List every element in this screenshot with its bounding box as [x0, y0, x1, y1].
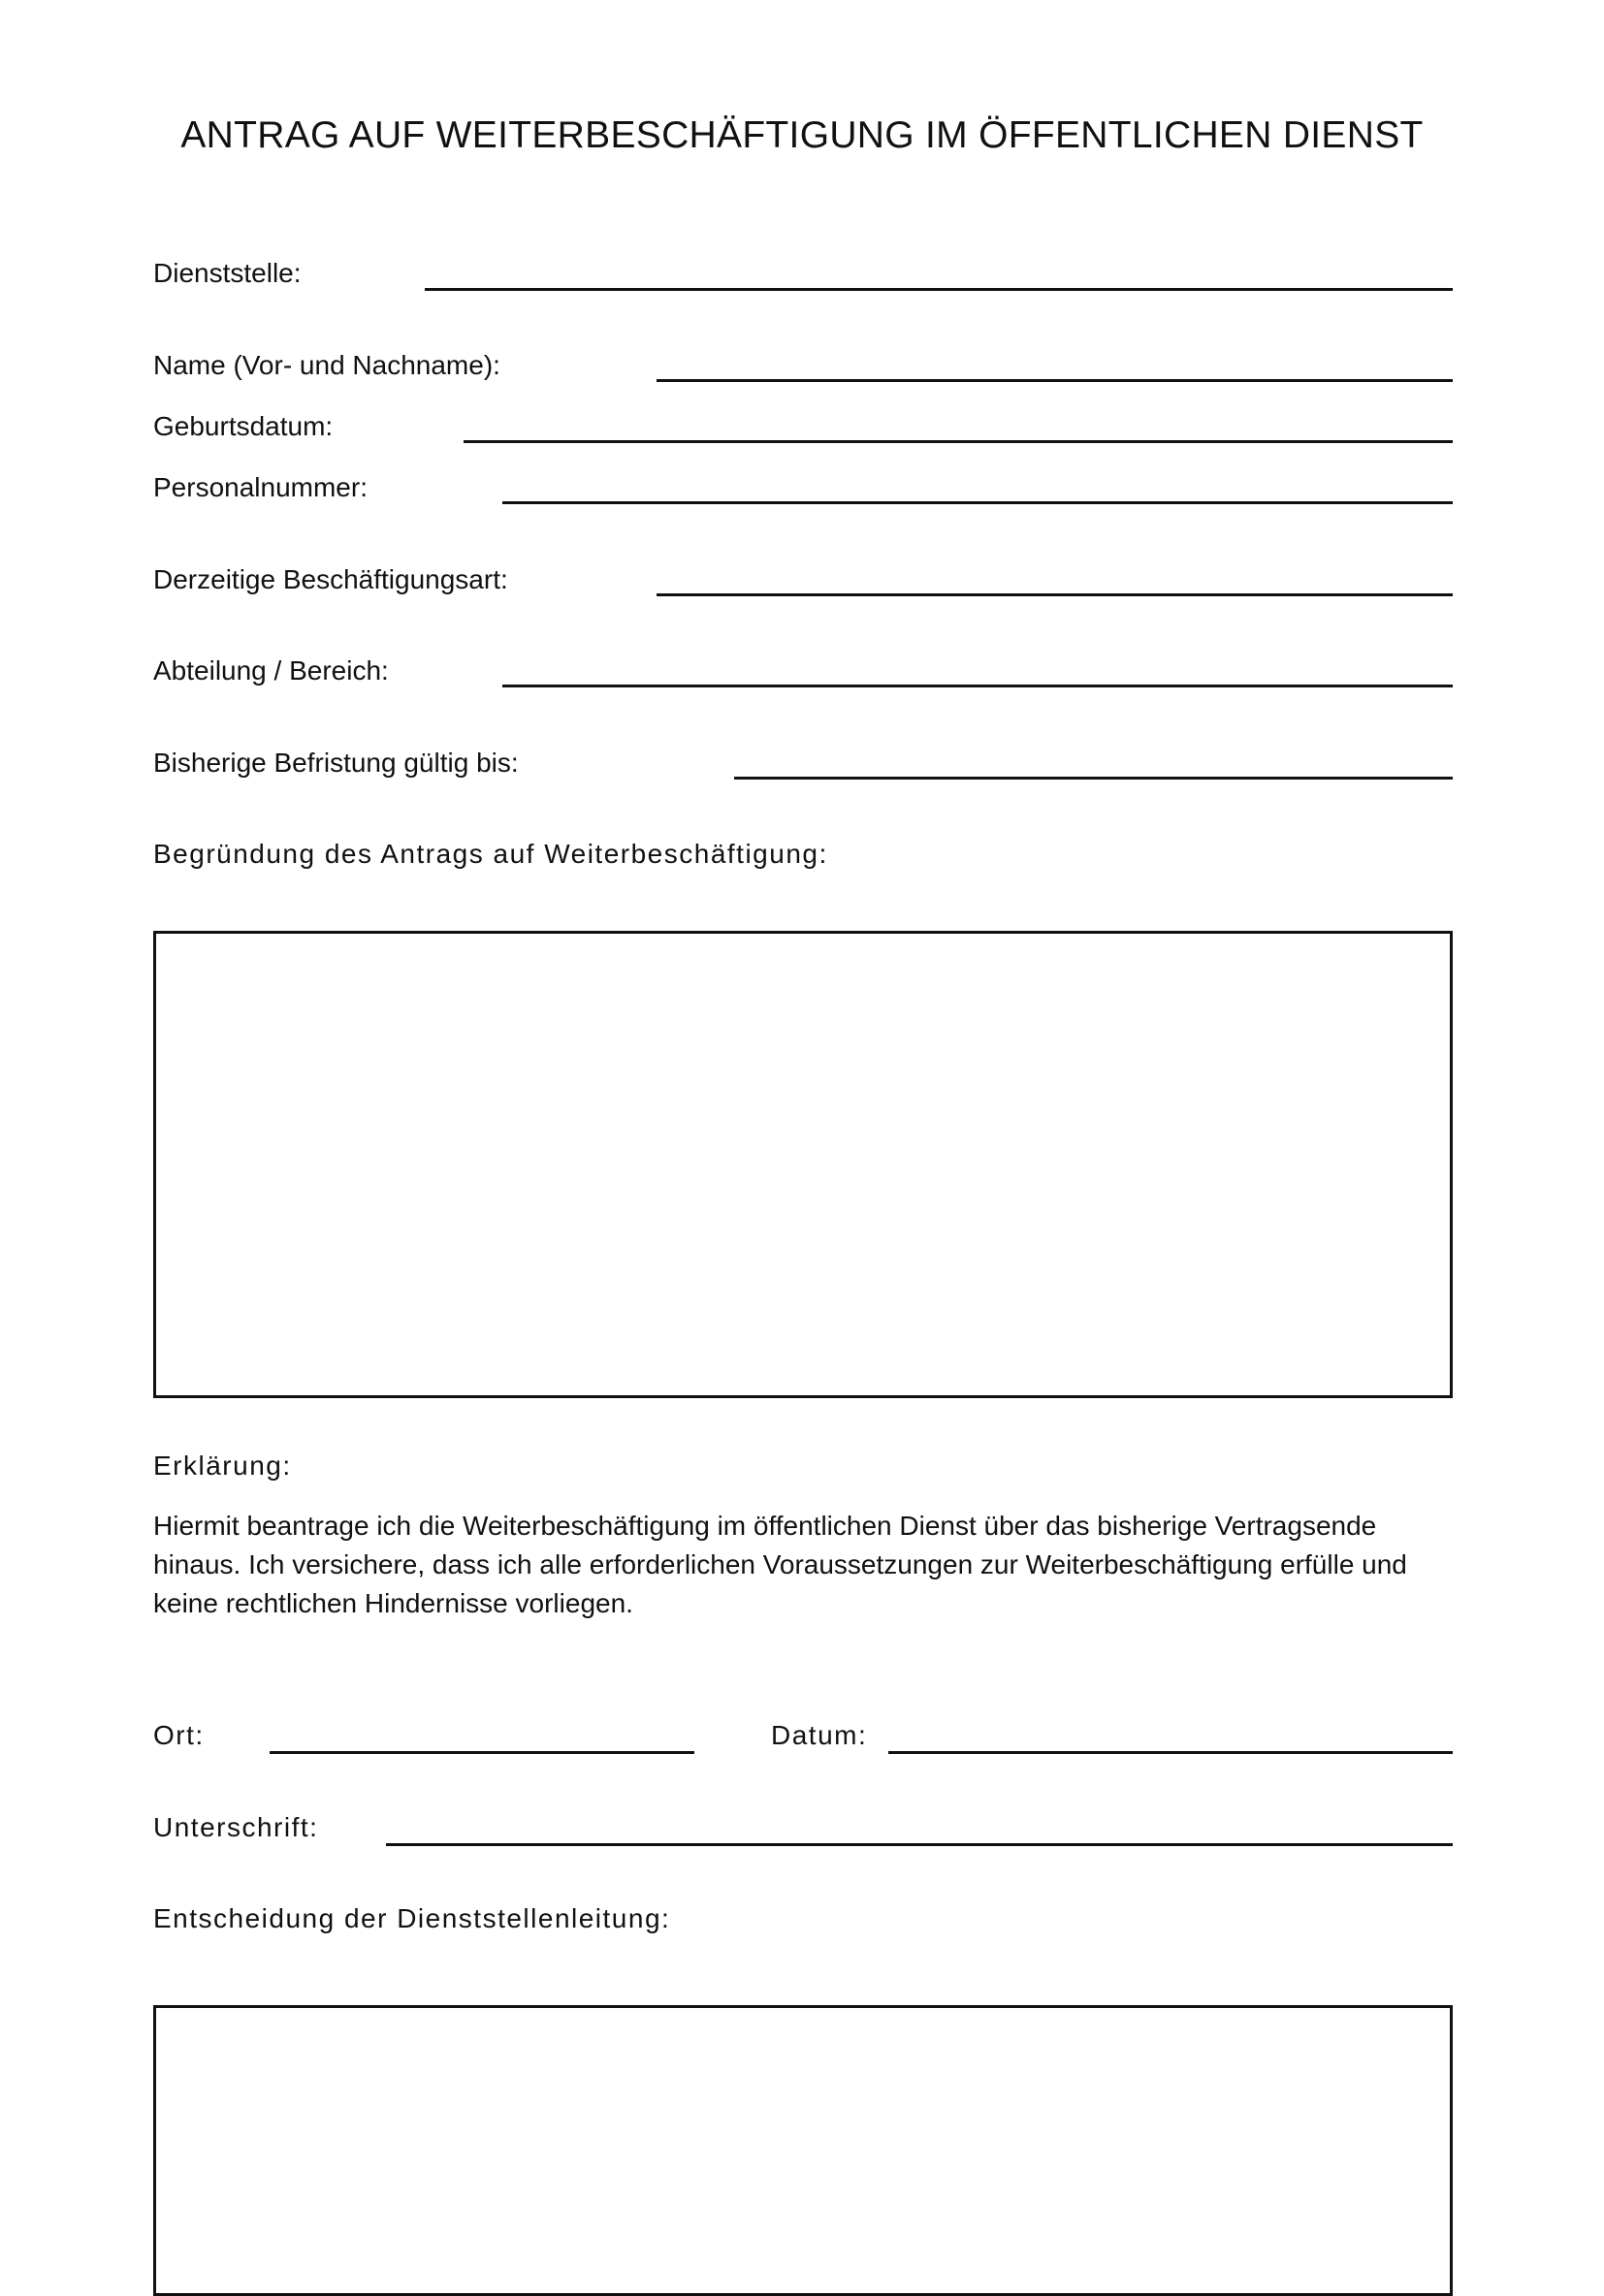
ort-field[interactable]	[270, 1751, 694, 1754]
dienststelle-field[interactable]	[425, 288, 1453, 291]
personalnummer-label: Personalnummer:	[153, 472, 368, 502]
entscheidung-label: Entscheidung der Dienststellenleitung:	[153, 1903, 671, 1933]
begruendung-label: Begründung des Antrags auf Weiterbeschäftigung:	[153, 839, 828, 869]
befristung-label: Bisherige Befristung gültig bis:	[153, 748, 519, 778]
unterschrift-label: Unterschrift:	[153, 1812, 319, 1842]
form-title: ANTRAG AUF WEITERBESCHÄFTIGUNG IM ÖFFENTLICHEN DIENST	[180, 114, 1424, 156]
erklaerung-heading: Erklärung:	[153, 1451, 292, 1481]
befristung-field[interactable]	[734, 777, 1453, 780]
personalnummer-field[interactable]	[502, 501, 1453, 504]
datum-label: Datum:	[771, 1720, 868, 1750]
entscheidung-textarea[interactable]	[153, 2005, 1453, 2296]
unterschrift-field[interactable]	[386, 1843, 1453, 1846]
beschaeftigungsart-field[interactable]	[657, 593, 1453, 596]
begruendung-textarea[interactable]	[153, 931, 1453, 1398]
dienststelle-label: Dienststelle:	[153, 258, 302, 288]
name-label: Name (Vor- und Nachname):	[153, 350, 500, 380]
beschaeftigungsart-label: Derzeitige Beschäftigungsart:	[153, 564, 508, 594]
geburtsdatum-field[interactable]	[464, 440, 1453, 443]
erklaerung-text: Hiermit beantrage ich die Weiterbeschäftigung im öffentlichen Dienst über das bisherige Vertragsende hinaus. Ich versichere, dass ich alle erforderlichen Voraussetzungen zur Weiterbeschäftigung erfülle und keine rechtlichen Hindernisse vorliegen.	[153, 1511, 1407, 1618]
name-field[interactable]	[657, 379, 1453, 382]
datum-field[interactable]	[888, 1751, 1453, 1754]
geburtsdatum-label: Geburtsdatum:	[153, 411, 334, 441]
ort-label: Ort:	[153, 1720, 205, 1750]
abteilung-label: Abteilung / Bereich:	[153, 655, 389, 686]
abteilung-field[interactable]	[502, 685, 1453, 687]
